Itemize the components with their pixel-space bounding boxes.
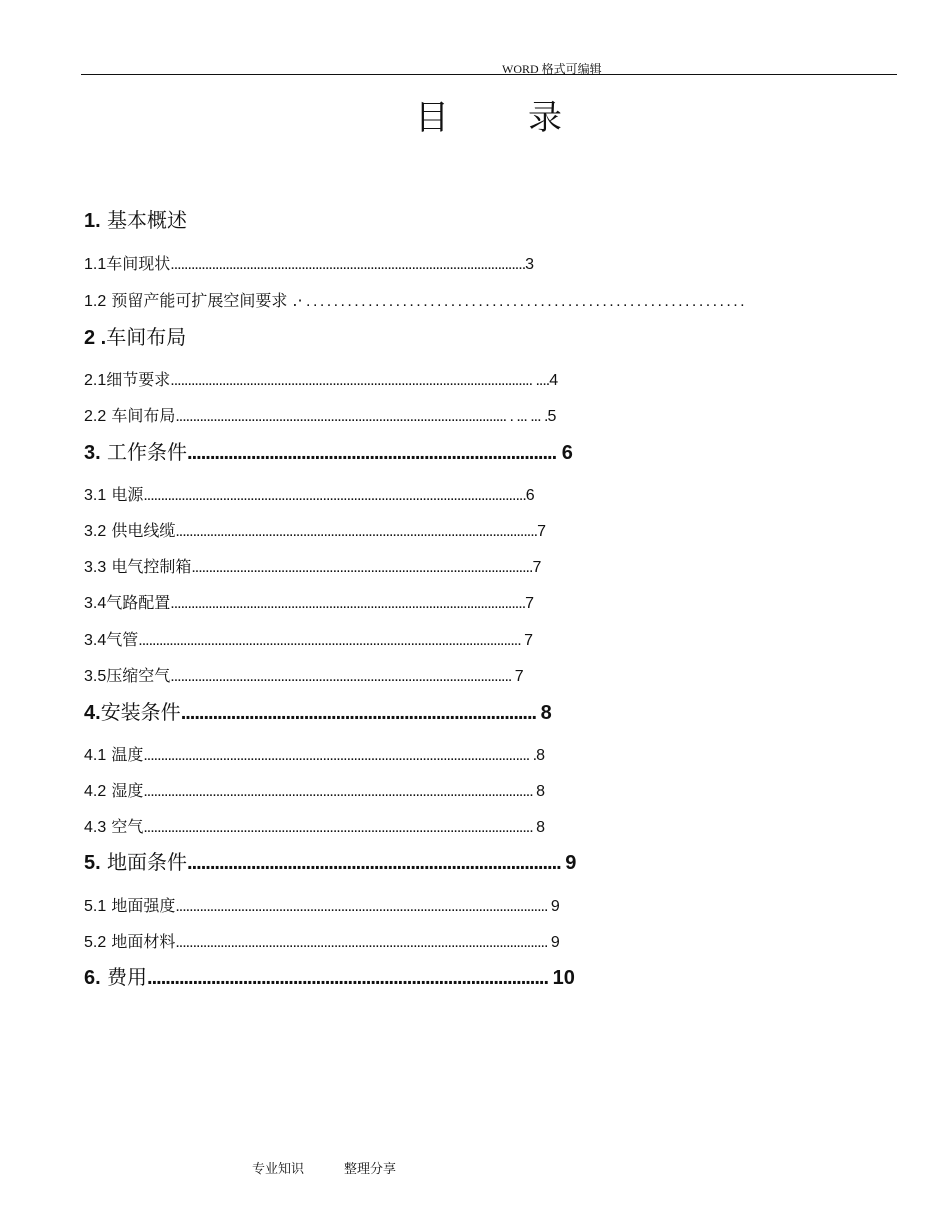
toc-entry-number: 3.4 bbox=[84, 632, 107, 649]
toc-leader-dots: ................................................................................. bbox=[187, 442, 557, 464]
toc-entry-number: 2.1 bbox=[84, 372, 107, 389]
toc-entry-label: 车间布局 bbox=[106, 325, 187, 349]
toc-leader-dots: ................................................................................................... bbox=[170, 668, 515, 685]
toc-entry-3-3 bbox=[84, 556, 541, 578]
toc-entry-label: 湿度 bbox=[106, 781, 144, 800]
toc-entry-number: 1.2 bbox=[84, 293, 107, 310]
toc-page-number: 8 bbox=[536, 783, 546, 800]
toc-leader-dots: ........................................................................................ bbox=[147, 967, 553, 989]
toc-entry-number: 4.2 bbox=[84, 783, 107, 800]
toc-entry-label: 地面强度 bbox=[106, 896, 176, 915]
toc-page-number: 7 bbox=[525, 595, 535, 612]
toc-leader-dots: ................................................................................................ . ... ... . bbox=[175, 408, 548, 425]
toc-entry-label: 预留产能可扩展空间要求 .· bbox=[106, 291, 303, 310]
toc-leader-dots: ................................................................................................................. bbox=[143, 819, 537, 836]
toc-leader-dots: ......................................................................................................... bbox=[175, 523, 538, 540]
toc-leader-dots: ......................................................................................................... .... bbox=[170, 372, 550, 389]
toc-page-number: 6 bbox=[525, 487, 535, 504]
toc-page-number: 8 bbox=[536, 819, 546, 836]
toc-entry-number: 3.3 bbox=[84, 559, 107, 576]
toc-leader-dots: ....................................................................................................... bbox=[170, 595, 526, 612]
toc-leader-dots: ............................................................................................................... bbox=[138, 632, 525, 649]
toc-page-number: 6 bbox=[556, 442, 573, 464]
toc-page-number: 9 bbox=[550, 934, 560, 951]
toc-leader-dots: .................................................................................. bbox=[187, 852, 566, 874]
toc-entry-number: 3.4 bbox=[84, 595, 107, 612]
toc-entry-number: 2 . bbox=[84, 327, 107, 349]
toc-page-number: 4 bbox=[549, 372, 559, 389]
toc-entry-6 bbox=[84, 963, 575, 991]
toc-entry-label: 工作条件 bbox=[100, 440, 188, 464]
toc-entry-5 bbox=[84, 848, 576, 876]
toc-entry-number: 1. bbox=[84, 210, 101, 232]
toc-entry-number: 3.2 bbox=[84, 523, 107, 540]
toc-entry-number: 3.5 bbox=[84, 668, 107, 685]
toc-leader-dots: ................................................................................................................. bbox=[143, 783, 537, 800]
toc-entry-2-2 bbox=[84, 405, 556, 427]
toc-entry-1 bbox=[84, 206, 187, 234]
toc-title-char-2: 录 bbox=[528, 98, 562, 138]
toc-page-number: 7 bbox=[532, 559, 542, 576]
toc-entry-number: 4.3 bbox=[84, 819, 107, 836]
toc-page-number: 9 bbox=[565, 852, 577, 874]
toc-entry-label: 空气 bbox=[106, 817, 144, 836]
toc-entry-number: 3. bbox=[84, 442, 101, 464]
header-rule bbox=[81, 74, 897, 75]
toc-page-number: 7 bbox=[524, 632, 534, 649]
toc-title-char-1: 目 bbox=[415, 98, 449, 138]
toc-entry-label: 安装条件 bbox=[100, 700, 181, 724]
toc-entry-label: 气路配置 bbox=[106, 593, 171, 612]
toc-entry-5-1 bbox=[84, 895, 560, 917]
toc-leader-dots: ............................................................................................................ bbox=[175, 934, 551, 951]
footer-right-text: 整理分享 bbox=[344, 1162, 397, 1177]
toc-entry-label: 基本概述 bbox=[100, 208, 188, 232]
toc-entry-number: 4.1 bbox=[84, 747, 107, 764]
toc-page-number: 9 bbox=[550, 898, 560, 915]
toc-entry-label: 地面材料 bbox=[106, 932, 176, 951]
toc-entry-number: 5.2 bbox=[84, 934, 107, 951]
toc-entry-number: 1.1 bbox=[84, 256, 107, 273]
toc-entry-2-1 bbox=[84, 369, 558, 391]
toc-entry-number: 5.1 bbox=[84, 898, 107, 915]
toc-entry-3 bbox=[84, 438, 573, 466]
toc-entry-label: 压缩空气 bbox=[106, 666, 171, 685]
toc-entry-3-4-air-pipe bbox=[84, 629, 533, 651]
toc-entry-number: 5. bbox=[84, 852, 101, 874]
toc-entry-label: 车间布局 bbox=[106, 406, 176, 425]
toc-entry-3-1 bbox=[84, 484, 535, 506]
toc-leader-dots: ............................................................................................................... bbox=[143, 487, 526, 504]
toc-entry-number: 3.1 bbox=[84, 487, 107, 504]
page-header: WORD 格式可编辑 bbox=[502, 62, 602, 76]
toc-entry-label: 电气控制箱 bbox=[106, 557, 192, 576]
toc-entry-label: 温度 bbox=[106, 745, 144, 764]
toc-entry-1-1 bbox=[84, 253, 534, 275]
toc-leader-dots: .............................................................................. bbox=[180, 702, 541, 724]
toc-entry-label: 车间现状 bbox=[106, 254, 171, 273]
toc-page-number: 5 bbox=[547, 408, 557, 425]
footer-left-text: 专业知识 bbox=[252, 1162, 305, 1177]
toc-entry-4-1 bbox=[84, 744, 545, 766]
toc-page-number: 8 bbox=[540, 702, 552, 724]
toc-entry-number: 6. bbox=[84, 967, 101, 989]
toc-entry-4-2 bbox=[84, 780, 545, 802]
toc-entry-label: 费用 bbox=[100, 965, 148, 989]
toc-entry-label: 地面条件 bbox=[100, 850, 188, 874]
toc-entry-label: 气管 bbox=[106, 630, 139, 649]
toc-entry-number: 2.2 bbox=[84, 408, 107, 425]
toc-page-number: 3 bbox=[525, 256, 535, 273]
toc-leader-dots: ............................................................................................................ bbox=[175, 898, 551, 915]
toc-entry-2 bbox=[84, 323, 186, 351]
toc-entry-1-2 bbox=[84, 290, 950, 312]
toc-entry-3-2 bbox=[84, 520, 546, 542]
toc-entry-label: 细节要求 bbox=[106, 370, 171, 389]
toc-leader-dots: ................................................................................................... bbox=[191, 559, 533, 576]
toc-entry-3-4-air-config bbox=[84, 592, 534, 614]
toc-leader-dots: ....................................................................................................... bbox=[170, 256, 526, 273]
toc-entry-label: 电源 bbox=[106, 485, 144, 504]
toc-entry-3-5 bbox=[84, 665, 524, 687]
toc-entry-number: 4. bbox=[84, 702, 101, 724]
toc-entry-label: 供电线缆 bbox=[106, 521, 176, 540]
toc-page-number: 7 bbox=[537, 523, 547, 540]
toc-leader-dots: . . . . . . . . . . . . . . . . . . . . . . . . . . . . . . . . . . . . . . . . . . . . . . . . . . . . . . . . . . . . . . . . bbox=[302, 293, 744, 310]
toc-page-number: 10 bbox=[552, 967, 575, 989]
toc-page-number: 8 bbox=[536, 747, 546, 764]
toc-entry-4-3 bbox=[84, 816, 545, 838]
toc-page-number: 7 bbox=[514, 668, 524, 685]
toc-entry-5-2 bbox=[84, 931, 560, 953]
toc-entry-4 bbox=[84, 698, 552, 726]
toc-leader-dots: ................................................................................................................ . bbox=[143, 747, 537, 764]
